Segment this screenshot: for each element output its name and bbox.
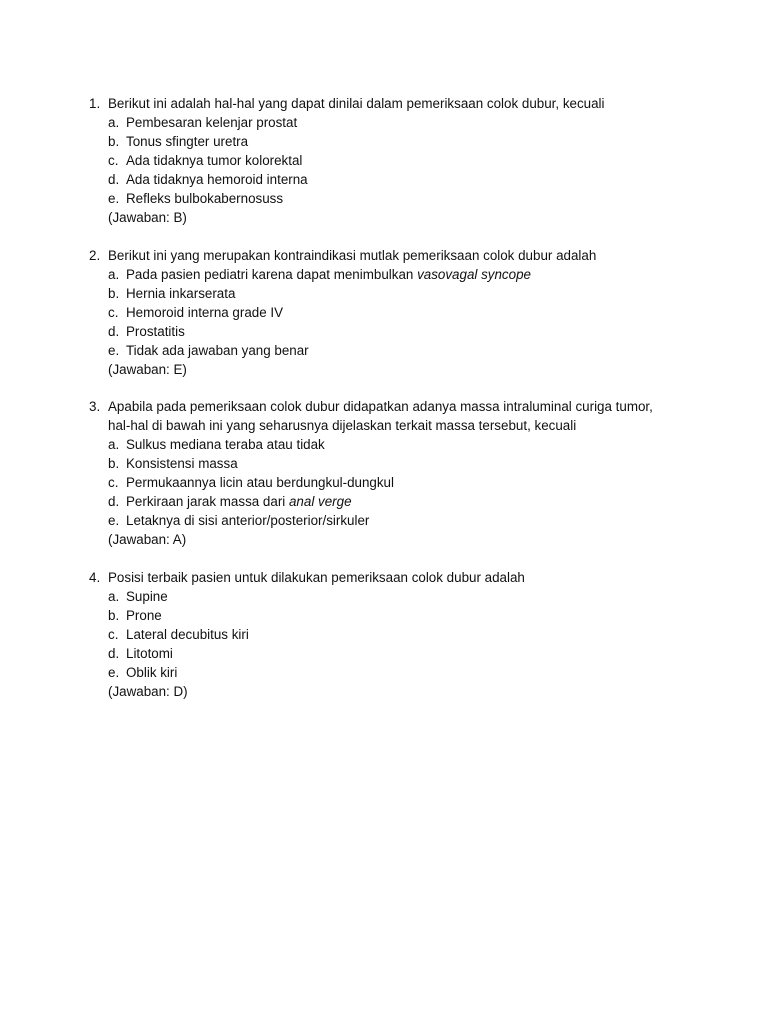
option-text: Litotomi bbox=[126, 646, 173, 661]
option-letter: e. bbox=[108, 343, 120, 358]
question-number: 1. bbox=[89, 96, 101, 111]
option-text: Supine bbox=[126, 589, 168, 604]
option-text bbox=[126, 492, 352, 511]
question-number: 3. bbox=[89, 399, 101, 414]
option-d bbox=[89, 644, 689, 663]
option-c bbox=[89, 473, 689, 492]
option-text: Konsistensi massa bbox=[126, 456, 238, 471]
option-a bbox=[89, 435, 689, 454]
option-text-italic: vasovagal syncope bbox=[417, 267, 531, 282]
option-letter: b. bbox=[108, 456, 120, 471]
option-b bbox=[89, 132, 689, 151]
option-letter: d. bbox=[108, 494, 120, 509]
option-c bbox=[89, 303, 689, 322]
option-c bbox=[89, 151, 689, 170]
answer-text: (Jawaban: A) bbox=[108, 532, 187, 547]
option-a bbox=[89, 113, 689, 132]
option-d bbox=[89, 492, 689, 511]
option-text: Oblik kiri bbox=[126, 665, 178, 680]
option-letter: e. bbox=[108, 665, 120, 680]
question-stem bbox=[89, 246, 689, 265]
question-1 bbox=[89, 94, 689, 227]
answer-text: (Jawaban: B) bbox=[108, 210, 187, 225]
option-letter: b. bbox=[108, 608, 120, 623]
option-b bbox=[89, 606, 689, 625]
option-letter: a. bbox=[108, 267, 120, 282]
question-number: 4. bbox=[89, 570, 101, 585]
option-text-plain: Perkiraan jarak massa dari bbox=[126, 494, 289, 509]
question-text: Berikut ini adalah hal-hal yang dapat dinilai dalam pemeriksaan colok dubur, kecuali bbox=[108, 96, 605, 111]
option-text: Ada tidaknya hemoroid interna bbox=[126, 172, 308, 187]
option-a bbox=[89, 587, 689, 606]
option-letter: d. bbox=[108, 172, 120, 187]
option-text bbox=[126, 265, 531, 284]
option-letter: c. bbox=[108, 305, 119, 320]
option-text: Letaknya di sisi anterior/posterior/sirkuler bbox=[126, 513, 370, 528]
option-text: Hemoroid interna grade IV bbox=[126, 305, 284, 320]
option-b bbox=[89, 454, 689, 473]
option-letter: c. bbox=[108, 475, 119, 490]
answer-key bbox=[89, 682, 689, 701]
option-e bbox=[89, 663, 689, 682]
option-letter: d. bbox=[108, 646, 120, 661]
answer-text: (Jawaban: D) bbox=[108, 684, 188, 699]
option-letter: a. bbox=[108, 589, 120, 604]
question-stem bbox=[89, 397, 689, 416]
option-text: Hernia inkarserata bbox=[126, 286, 236, 301]
question-text: Apabila pada pemeriksaan colok dubur didapatkan adanya massa intraluminal curiga tumor, bbox=[108, 399, 653, 414]
option-text-italic: anal verge bbox=[288, 494, 352, 509]
option-text: Ada tidaknya tumor kolorektal bbox=[126, 153, 303, 168]
question-2 bbox=[89, 246, 689, 379]
option-text: Pembesaran kelenjar prostat bbox=[126, 115, 298, 130]
question-text: Posisi terbaik pasien untuk dilakukan pemeriksaan colok dubur adalah bbox=[108, 570, 525, 585]
option-letter: d. bbox=[108, 324, 120, 339]
option-text: Permukaannya licin atau berdungkul-dungkul bbox=[126, 475, 394, 490]
option-letter: e. bbox=[108, 513, 120, 528]
option-letter: a. bbox=[108, 437, 120, 452]
option-letter: b. bbox=[108, 286, 120, 301]
question-3 bbox=[89, 397, 689, 549]
option-text: Prostatitis bbox=[126, 324, 185, 339]
option-b bbox=[89, 284, 689, 303]
option-c bbox=[89, 625, 689, 644]
question-text: hal-hal di bawah ini yang seharusnya dijelaskan terkait massa tersebut, kecuali bbox=[108, 418, 577, 433]
answer-key bbox=[89, 530, 689, 549]
option-a bbox=[89, 265, 689, 284]
answer-key bbox=[89, 360, 689, 379]
question-stem bbox=[89, 94, 689, 113]
option-text-plain: Pada pasien pediatri karena dapat menimbulkan bbox=[126, 267, 418, 282]
option-letter: b. bbox=[108, 134, 120, 149]
option-d bbox=[89, 170, 689, 189]
option-text: Sulkus mediana teraba atau tidak bbox=[126, 437, 325, 452]
option-letter: c. bbox=[108, 627, 119, 642]
question-4 bbox=[89, 568, 689, 701]
option-e bbox=[89, 511, 689, 530]
option-text: Tonus sfingter uretra bbox=[126, 134, 249, 149]
question-stem bbox=[89, 568, 689, 587]
answer-key bbox=[89, 208, 689, 227]
question-stem-continued bbox=[89, 416, 689, 435]
option-e bbox=[89, 341, 689, 360]
answer-text: (Jawaban: E) bbox=[108, 362, 187, 377]
question-text: Berikut ini yang merupakan kontraindikasi mutlak pemeriksaan colok dubur adalah bbox=[108, 248, 597, 263]
option-text: Refleks bulbokabernosuss bbox=[126, 191, 284, 206]
option-text: Lateral decubitus kiri bbox=[126, 627, 249, 642]
option-d bbox=[89, 322, 689, 341]
option-e bbox=[89, 189, 689, 208]
question-number: 2. bbox=[89, 248, 101, 263]
option-text: Prone bbox=[126, 608, 162, 623]
option-letter: c. bbox=[108, 153, 119, 168]
option-letter: a. bbox=[108, 115, 120, 130]
option-letter: e. bbox=[108, 191, 120, 206]
option-text: Tidak ada jawaban yang benar bbox=[126, 343, 309, 358]
